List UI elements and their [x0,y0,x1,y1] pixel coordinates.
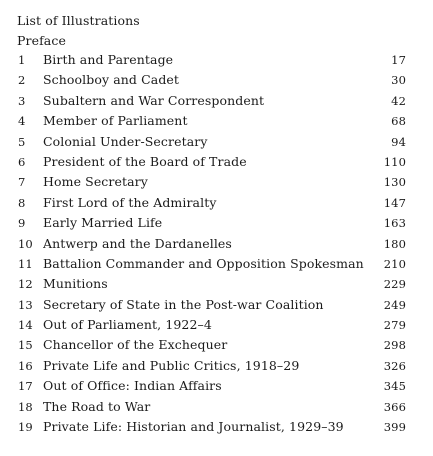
chapter-page: 42 [391,93,406,108]
chapter-title: Home Secretary [43,174,148,190]
chapter-row [17,174,406,194]
chapter-page: 180 [383,236,406,251]
chapter-number: 11 [18,256,33,271]
chapter-row [17,134,406,154]
chapter-row [17,113,406,133]
preface-entry: Preface [17,33,66,48]
chapter-number: 5 [18,134,26,149]
chapter-row [17,317,406,337]
chapter-number: 1 [18,53,26,67]
chapter-row [17,358,406,378]
chapter-title: Secretary of State in the Post-war Coalition [43,296,324,312]
chapter-number: 6 [18,154,26,169]
chapter-page: 210 [383,256,406,271]
chapter-page: 30 [391,73,406,88]
chapter-number: 10 [18,236,33,251]
chapter-number: 13 [18,297,33,312]
chapter-page: 249 [383,297,406,312]
chapter-page: 17 [391,53,406,67]
chapter-number: 12 [18,277,33,292]
chapter-title: Private Life and Public Critics, 1918–29 [43,357,300,373]
chapter-number: 15 [18,338,33,353]
chapter-page: 229 [383,277,406,292]
chapter-title: Early Married Life [43,215,163,231]
list-of-illustrations-entry: List of Illustrations [17,13,140,28]
chapter-number: 9 [18,216,26,231]
chapter-title: Schoolboy and Cadet [43,72,180,88]
chapter-row [17,337,406,357]
chapter-title: The Road to War [43,398,151,414]
chapter-title: Member of Parliament [43,113,188,129]
chapter-number: 17 [18,379,33,394]
chapter-row [17,72,406,92]
chapter-row [17,399,406,419]
chapter-page: 68 [391,114,406,129]
chapter-row [17,154,406,174]
chapter-page: 298 [383,338,406,353]
chapter-page: 110 [383,154,406,169]
chapter-number: 19 [18,420,33,435]
chapter-row [17,378,406,398]
chapter-list [17,52,406,439]
chapter-title: Out of Office: Indian Affairs [43,378,222,394]
chapter-title: Antwerp and the Dardanelles [43,235,232,251]
chapter-number: 3 [18,93,26,108]
chapter-row [17,215,406,235]
chapter-number: 14 [18,318,33,333]
chapter-title: Out of Parliament, 1922–4 [43,317,212,333]
chapter-row [17,52,406,72]
chapter-number: 7 [18,175,26,190]
chapter-number: 8 [18,195,26,210]
chapter-title: Munitions [43,276,108,292]
chapter-title: First Lord of the Admiralty [43,194,217,210]
chapter-title: Private Life: Historian and Journalist, 1929–39 [43,419,344,435]
chapter-page: 345 [383,379,406,394]
chapter-page: 399 [383,420,406,435]
chapter-title: President of the Board of Trade [43,153,247,169]
chapter-number: 4 [18,114,26,129]
chapter-title: Chancellor of the Exchequer [43,337,228,353]
chapter-row [17,236,406,256]
chapter-page: 147 [383,195,406,210]
chapter-row [17,256,406,276]
chapter-number: 2 [18,73,26,88]
chapter-title: Birth and Parentage [43,52,174,67]
chapter-row [17,195,406,215]
chapter-page: 279 [383,318,406,333]
chapter-page: 163 [383,216,406,231]
chapter-page: 94 [391,134,406,149]
chapter-row [17,93,406,113]
chapter-page: 366 [383,399,406,414]
chapter-title: Subaltern and War Correspondent [43,92,265,108]
chapter-title: Colonial Under-Secretary [43,133,208,149]
chapter-row [17,419,406,439]
chapter-number: 18 [18,399,33,414]
chapter-page: 130 [383,175,406,190]
chapter-page: 326 [383,358,406,373]
chapter-title: Battalion Commander and Opposition Spokesman [43,255,364,271]
chapter-number: 16 [18,358,33,373]
chapter-row [17,297,406,317]
front-matter [17,11,406,51]
chapter-row [17,276,406,296]
